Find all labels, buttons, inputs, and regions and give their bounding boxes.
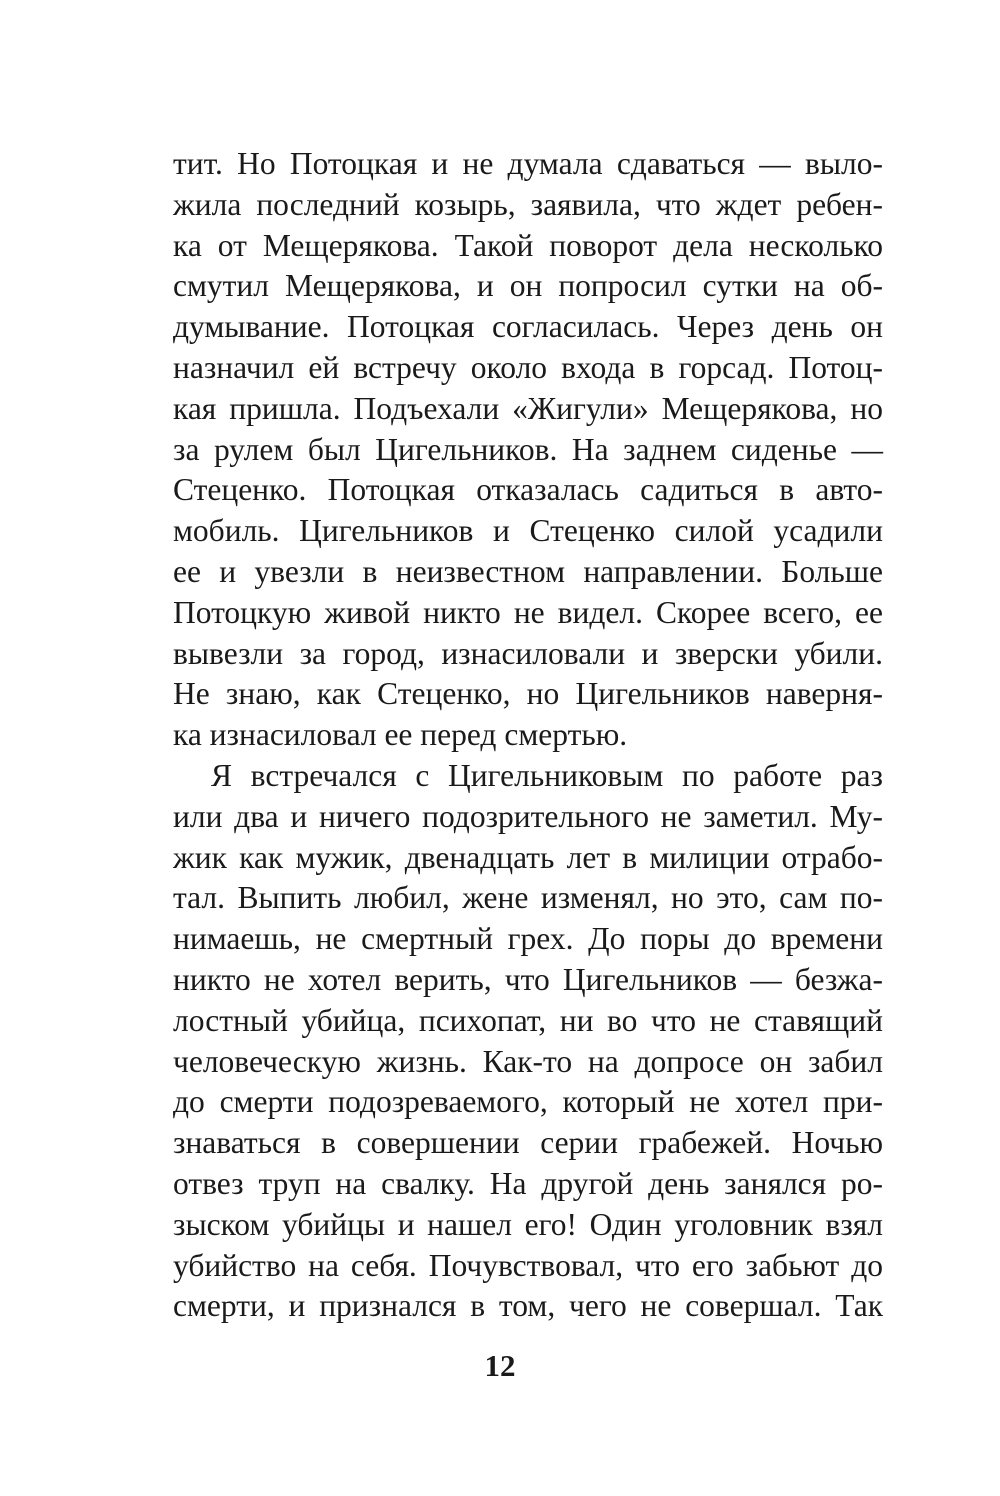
text-line: ка от Мещерякова. Такой поворот дела несколько xyxy=(173,227,883,263)
text-line: никто не хотел верить, что Цигельников — безжа- xyxy=(173,961,883,997)
page-number: 12 xyxy=(484,1348,516,1383)
text-line: думывание. Потоцкая согласилась. Через день он xyxy=(173,309,883,345)
text-line: назначил ей встречу около входа в горсад. Потоц- xyxy=(173,349,883,385)
text-line: тал. Выпить любил, жене изменял, но это, сам по- xyxy=(173,880,883,916)
text-line: жила последний козырь, заявила, что ждет ребен- xyxy=(173,186,883,222)
text-line: убийство на себя. Почувствовал, что его забьют до xyxy=(173,1247,883,1283)
text-line: зыском убийцы и нашел его! Один уголовник взял xyxy=(173,1206,883,1242)
text-line: ка изнасиловал ее перед смертью. xyxy=(173,717,628,753)
text-line: жик как мужик, двенадцать лет в милиции отрабо- xyxy=(173,839,883,875)
text-line: смерти, и признался в том, чего не совершал. Так xyxy=(173,1288,883,1324)
text-line: нимаешь, не смертный грех. До поры до времени xyxy=(173,921,883,957)
text-line: знаваться в совершении серии грабежей. Ночью xyxy=(173,1125,883,1161)
text-line: тит. Но Потоцкая и не думала сдаваться — выло- xyxy=(173,146,883,181)
body-text xyxy=(173,144,883,1327)
text-line: до смерти подозреваемого, который не хотел при- xyxy=(173,1084,883,1120)
text-line: Я встречался с Цигельниковым по работе раз xyxy=(211,757,883,793)
text-line: мобиль. Цигельников и Стеценко силой усадили xyxy=(173,513,883,549)
text-line: ее и увезли в неизвестном направлении. Больше xyxy=(173,553,883,589)
text-line: или два и ничего подозрительного не заметил. Му- xyxy=(173,798,883,834)
text-line: человеческую жизнь. Как-то на допросе он забил xyxy=(173,1043,883,1079)
text-line: Потоцкую живой никто не видел. Скорее всего, ее xyxy=(173,594,883,630)
text-line: за рулем был Цигельников. На заднем сиденье — xyxy=(173,431,883,467)
text-line: Не знаю, как Стеценко, но Цигельников наверня- xyxy=(173,676,883,712)
text-line: отвез труп на свалку. На другой день занялся ро- xyxy=(173,1165,883,1201)
text-line: кая пришла. Подъехали «Жигули» Мещерякова, но xyxy=(173,390,883,426)
text-line: лостный убийца, психопат, ни во что не ставящий xyxy=(173,1002,883,1038)
text-line: смутил Мещерякова, и он попросил сутки на об- xyxy=(173,268,883,304)
text-line: Стеценко. Потоцкая отказалась садиться в авто- xyxy=(173,472,883,508)
text-line: вывезли за город, изнасиловали и зверски убили. xyxy=(173,635,883,671)
